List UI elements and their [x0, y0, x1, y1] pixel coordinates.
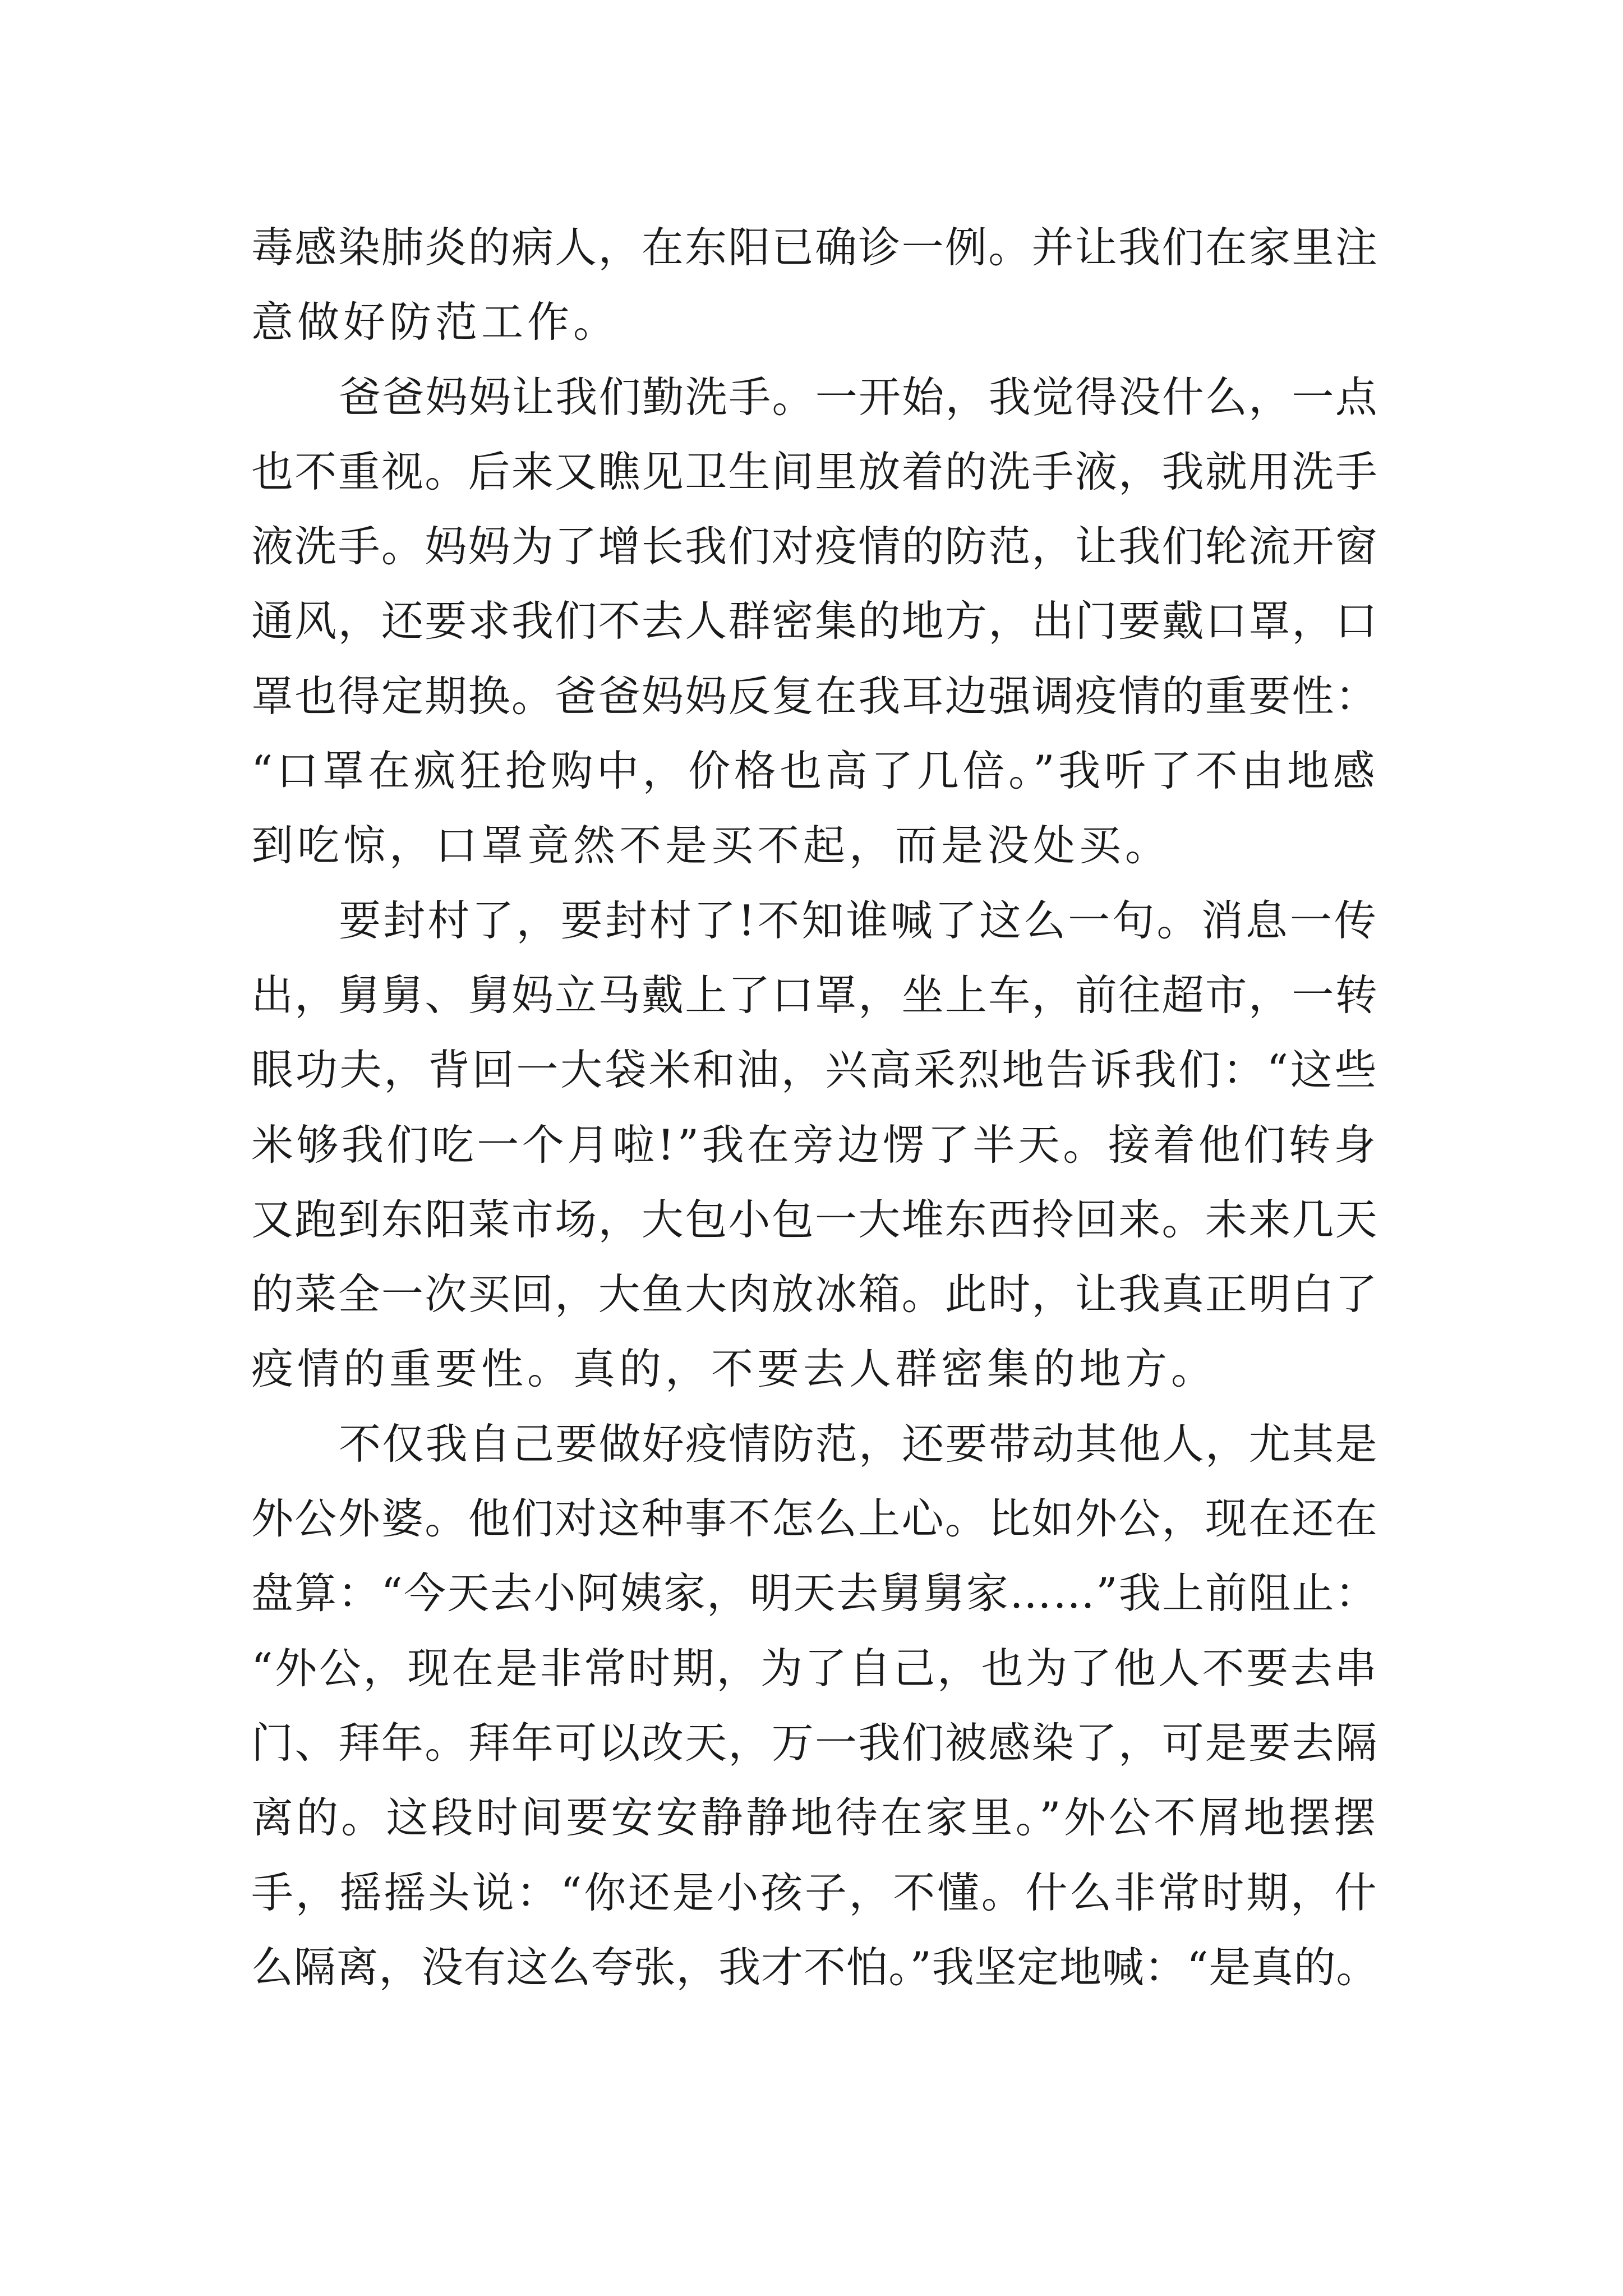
text-line: “外公，现在是非常时期，为了自己，也为了他人不要去串 [251, 1643, 1379, 1693]
text-line: 罩也得定期换。爸爸妈妈反复在我耳边强调疫情的重要性： [251, 671, 1379, 721]
text-line: 到吃惊，口罩竟然不是买不起，而是没处买。 [251, 821, 1172, 871]
text-line: 毒感染肺炎的病人，在东阳已确诊一例。并让我们在家里注 [251, 223, 1379, 272]
text-line: 也不重视。后来又瞧见卫生间里放着的洗手液，我就用洗手 [251, 447, 1379, 496]
text-line: 的菜全一次买回，大鱼大肉放冰箱。此时，让我真正明白了 [251, 1269, 1379, 1319]
text-line: 手，摇摇头说：“你还是小孩子，不懂。什么非常时期，什 [251, 1867, 1379, 1917]
text-line: 意做好防范工作。 [251, 297, 620, 347]
text-line: 米够我们吃一个月啦!”我在旁边愣了半天。接着他们转身 [251, 1120, 1379, 1170]
text-line: 盘算：“今天去小阿姨家，明天去舅舅家……”我上前阻止： [251, 1568, 1378, 1618]
text-line: 外公外婆。他们对这种事不怎么上心。比如外公，现在还在 [251, 1494, 1379, 1544]
paragraph-start-line: 爸爸妈妈让我们勤洗手。一开始，我觉得没什么，一点 [339, 372, 1379, 422]
paragraph-start-line: 要封村了，要封村了!不知谁喊了这么一句。消息一传 [339, 895, 1379, 945]
body-text [251, 210, 1378, 2005]
text-line: 疫情的重要性。真的，不要去人群密集的地方。 [251, 1344, 1218, 1394]
text-line: 么隔离，没有这么夸张，我才不怕。”我坚定地喊：“是真的。 [251, 1942, 1379, 1992]
text-line: 液洗手。妈妈为了增长我们对疫情的防范，让我们轮流开窗 [251, 522, 1379, 572]
text-line: 眼功夫，背回一大袋米和油，兴高采烈地告诉我们：“这些 [251, 1045, 1379, 1095]
text-line: 又跑到东阳菜市场，大包小包一大堆东西拎回来。未来几天 [251, 1194, 1379, 1244]
text-line: 门、拜年。拜年可以改天，万一我们被感染了，可是要去隔 [251, 1718, 1379, 1768]
text-line: 出，舅舅、舅妈立马戴上了口罩，坐上车，前往超市，一转 [251, 970, 1379, 1020]
text-line: 通风，还要求我们不去人群密集的地方，出门要戴口罩，口 [251, 596, 1379, 646]
text-line: “口罩在疯狂抢购中，价格也高了几倍。”我听了不由地感 [251, 746, 1379, 796]
paragraph-start-line: 不仅我自己要做好疫情防范，还要带动其他人，尤其是 [339, 1419, 1379, 1469]
text-line: 离的。这段时间要安安静静地待在家里。”外公不屑地摆摆 [251, 1793, 1378, 1843]
